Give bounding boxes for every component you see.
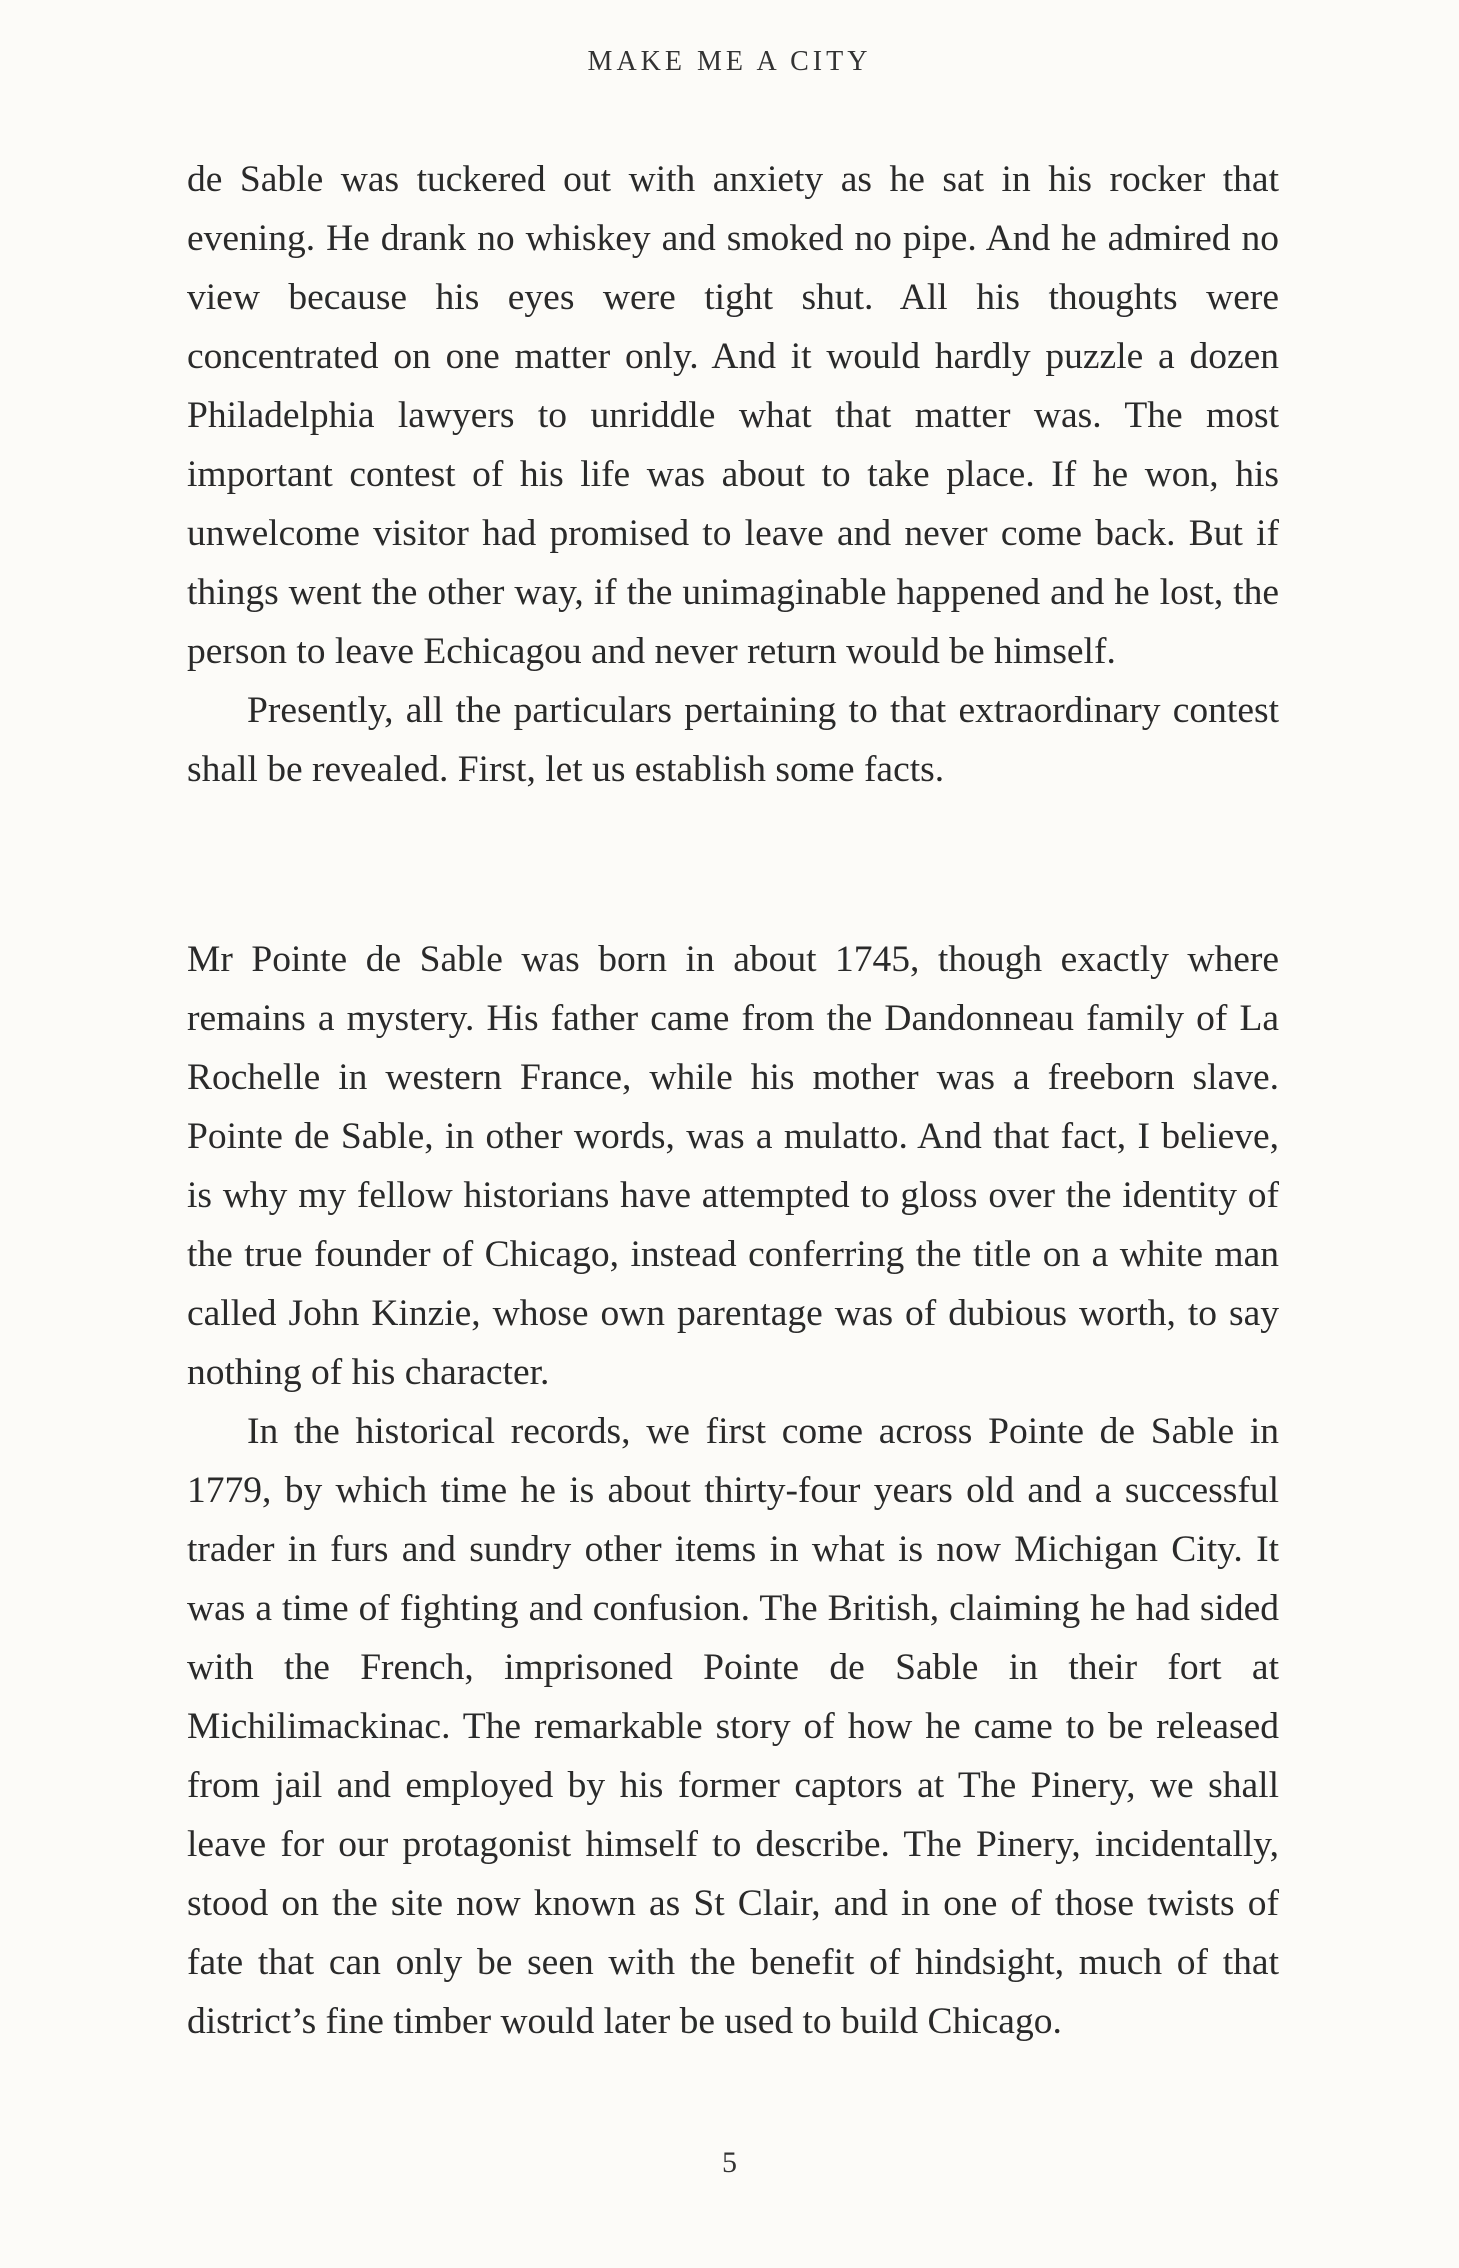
paragraph: In the historical records, we first come across Pointe de Sable in 1779, by which time he is about thirty-four years old and a successful trader in furs and sundry other items in what is now Michigan City. It was a time of fighting and confusion. The British, claiming he had sided with the French, imprisoned Pointe de Sable in their fort at Michilimackinac. The remarkable story of how he came to be released from jail and employed by his former captors at The Pinery, we shall leave for our protagonist himself to describe. The Pinery, incidentally, stood on the site now known as St Clair, and in one of those twists of fate that can only be seen with the benefit of hindsight, much of that district’s fine timber would later be used to build Chicago. (187, 1411, 1279, 2042)
paragraph: Presently, all the particulars pertaining to that extraordinary contest shall be revealed. First, let us establish some facts. (187, 690, 1279, 790)
paragraph: de Sable was tuckered out with anxiety as he sat in his rocker that evening. He drank no whiskey and smoked no pipe. And he admired no view because his eyes were tight shut. All his thoughts were concentrated on one matter only. And it would hardly puzzle a dozen Philadelphia lawyers to unriddle what that matter was. The most important contest of his life was about to take place. If he won, his unwelcome visitor had promised to leave and never come back. But if things went the other way, if the unimaginable happened and he lost, the person to leave Echicagou and never return would be himself. (187, 159, 1279, 672)
running-head: MAKE ME A CITY (587, 46, 872, 77)
section-1 (187, 150, 1279, 799)
paragraph: Mr Pointe de Sable was born in about 1745, though exactly where remains a mystery. His father came from the Dandonneau family of La Rochelle in western France, while his mother was a freeborn slave. Pointe de Sable, in other words, was a mulatto. And that fact, I believe, is why my fellow historians have attempted to gloss over the identity of the true founder of Chicago, instead conferring the title on a white man called John Kinzie, whose own parentage was of dubious worth, to say nothing of his character. (187, 939, 1279, 1393)
section-2 (187, 930, 1279, 2051)
page-number: 5 (722, 2146, 737, 2179)
